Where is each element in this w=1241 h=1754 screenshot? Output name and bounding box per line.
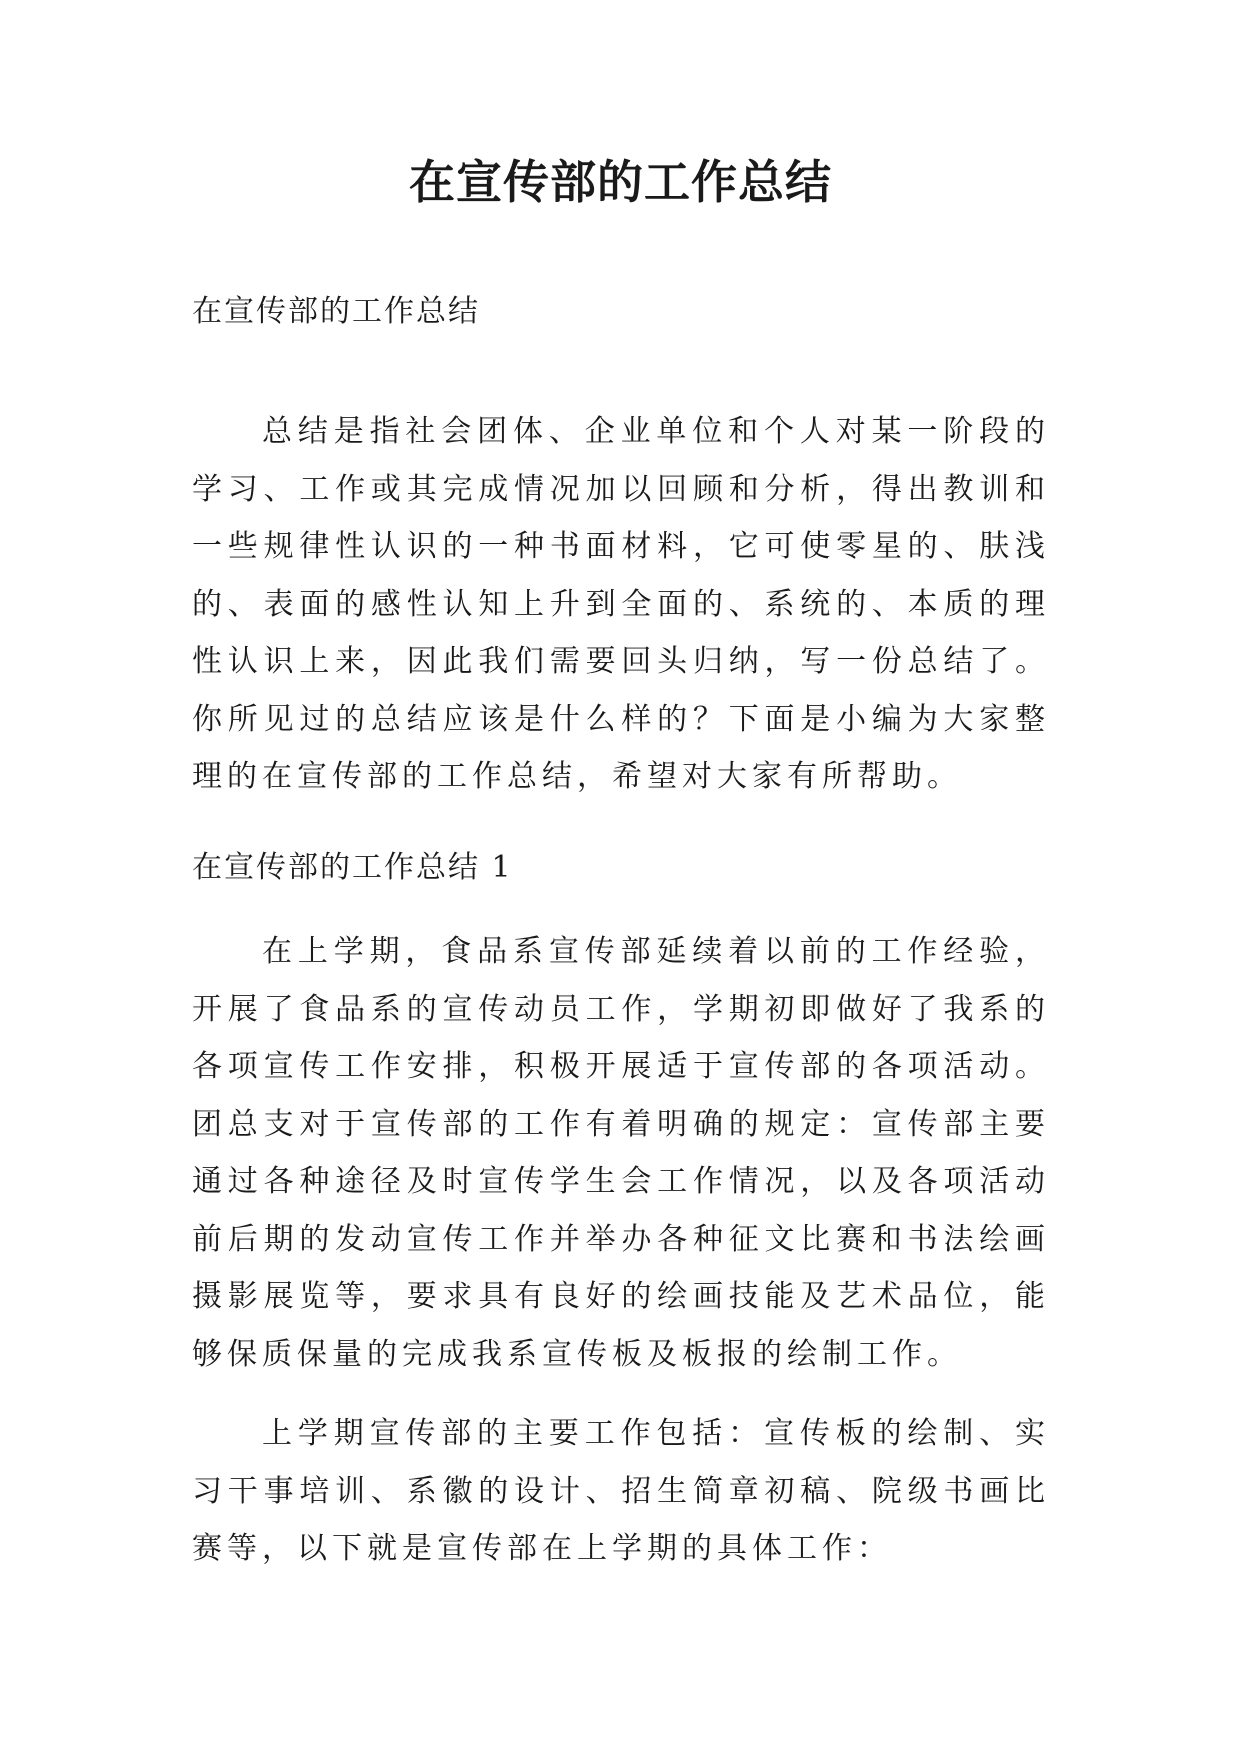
document-title: 在宣传部的工作总结 bbox=[409, 155, 832, 209]
document-subtitle: 在宣传部的工作总结 bbox=[192, 294, 480, 329]
section-1-paragraph-2: 上学期宣传部的主要工作包括：宣传板的绘制、实习干事培训、系徽的设计、招生简章初稿、院级书画比赛等，以下就是宣传部在上学期的具体工作： bbox=[192, 1416, 1050, 1566]
section-1-paragraph-1: 在上学期，食品系宣传部延续着以前的工作经验，开展了食品系的宣传动员工作，学期初即做好了我系的各项宣传工作安排，积极开展适于宣传部的各项活动。团总支对于宣传部的工作有着明确的规定：宣传部主要通过各种途径及时宣传学生会工作情况，以及各项活动前后期的发动宣传工作并举办各种征文比赛和书法绘画摄影展览等，要求具有良好的绘画技能及艺术品位，能够保质保量的完成我系宣传板及板报的绘制工作。 bbox=[192, 934, 1050, 1372]
intro-paragraph: 总结是指社会团体、企业单位和个人对某一阶段的学习、工作或其完成情况加以回顾和分析，得出教训和一些规律性认识的一种书面材料，它可使零星的、肤浅的、表面的感性认知上升到全面的、系统的、本质的理性认识上来，因此我们需要回头归纳，写一份总结了。你所见过的总结应该是什么样的？下面是小编为大家整理的在宣传部的工作总结，希望对大家有所帮助。 bbox=[192, 414, 1050, 794]
section-1-heading: 在宣传部的工作总结 1 bbox=[192, 850, 513, 885]
